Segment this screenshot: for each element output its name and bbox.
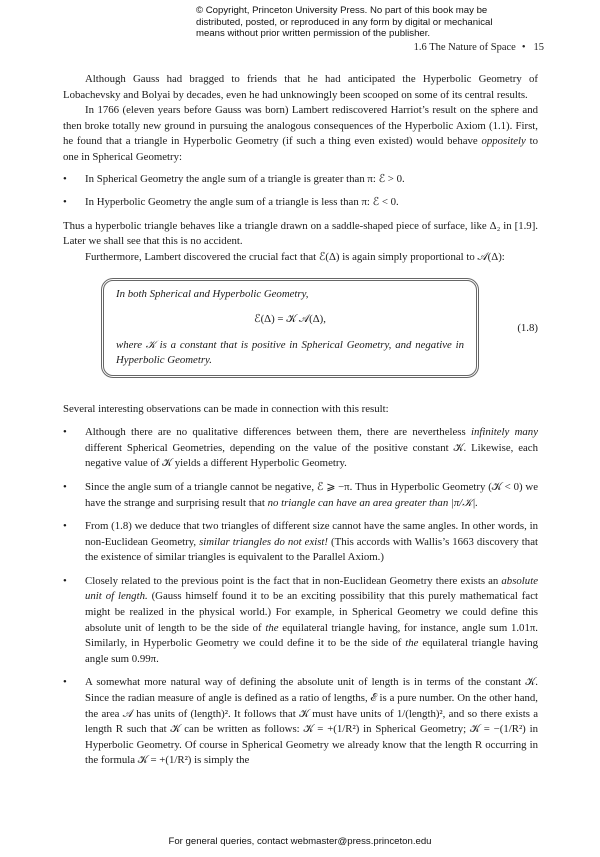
emphasis: infinitely many xyxy=(470,426,538,439)
emphasis: absolute unit of length. xyxy=(85,574,538,603)
list-item xyxy=(63,519,538,566)
list-item: • A somewhat more natural way of defining the absolute unit of length is in terms of the constant 𝒦. Since the radian measure of angle is defined as a ratio of lengths, ℰ is a pure number. On the other hand, the area 𝒜 has units of (length)². It follows that 𝒦 must have units of 1/(length)², and so there exists a length R such that 𝒦 can be written as follows: 𝒦 = +(1/R²) in Spherical Geometry; 𝒦 = −(1/R²) in Hyperbolic Geometry. Of course in Spherical Geometry we already know that the length R occurring in the formula 𝒦 = +(1/R²) is simply the xyxy=(63,675,538,769)
theorem-text: where 𝒦 is a constant that is positive in Spherical Geometry, and negative in Hyperbolic Geometry. xyxy=(116,338,464,367)
paragraph: Several interesting observations can be made in connection with this result: xyxy=(63,402,389,415)
bullet-separator: • xyxy=(521,42,526,53)
paragraph xyxy=(63,103,538,165)
equation-number: (1.8) xyxy=(517,321,538,334)
emphasis: oppositely xyxy=(481,135,526,148)
theorem-row xyxy=(63,278,538,388)
list-item xyxy=(63,574,538,668)
text-run: Closely related to the previous point is the fact that in non-Euclidean Geometry there exists an xyxy=(85,574,502,587)
theorem-formula: ℰ(Δ) = 𝒦 𝒜(Δ), xyxy=(254,313,326,326)
bullet-list xyxy=(63,172,538,211)
section-title: 1.6 The Nature of Space xyxy=(413,42,516,53)
text-run: (This accords with Wallis’s 1663 discovery that the existence of similar triangles is equivalent to the Parallel Axiom.) xyxy=(85,535,538,564)
theorem-text: In both Spherical and Hyperbolic Geometry, xyxy=(116,287,309,300)
text-run: Since the angle sum of a triangle cannot be negative, ℰ ⩾ −π. Thus in Hyperbolic Geometry (𝒦 < 0) we have the strange and surprising result that xyxy=(85,480,538,509)
emphasis: no triangle can have an area greater than |π/𝒦|. xyxy=(267,496,478,509)
copyright-line: means without prior written permission of the publisher. xyxy=(196,28,431,39)
list-item xyxy=(63,425,538,472)
copyright-notice xyxy=(196,5,496,40)
text-run: In 1766 (eleven years before Gauss was born) Lambert rediscovered Harriot’s result on the sphere and then broke totally new ground in pursuing the analogous consequences of the Hyperbolic Axiom (1.1). First, he found that a triangle in Hyperbolic Geometry (if such a thing even existed) would behave xyxy=(63,104,538,148)
list-item: • In Spherical Geometry the angle sum of a triangle is greater than π: ℰ > 0. xyxy=(63,172,538,188)
paragraph: Although Gauss had bragged to friends that he had anticipated the Hyperbolic Geometry of Lobachevsky and Bolyai by decades, even he had unknowingly been scooped on some of its central results. xyxy=(63,73,538,101)
running-head xyxy=(414,42,544,53)
bullet-list xyxy=(63,425,538,769)
text-run: different Spherical Geometries, depending on the value of the positive constant 𝒦. Likewise, each negative value of 𝒦 yields a different Hyperbolic Geometry. xyxy=(85,441,538,470)
emphasis: the xyxy=(265,621,279,634)
text-run: From (1.8) we deduce that two triangles of different size cannot have the same angles. In other words, in non-Euclidean Geometry, xyxy=(85,520,538,548)
list-item: • In Hyperbolic Geometry the angle sum of a triangle is less than π: ℰ < 0. xyxy=(63,195,538,211)
text-run: Although there are no qualitative differences between them, there are nevertheless xyxy=(85,426,471,439)
text-run: equilateral triangle having angle sum 0.99π. xyxy=(85,637,538,665)
theorem-box xyxy=(101,278,479,378)
copyright-line: © Copyright, Princeton University Press. No part of this book may be xyxy=(196,5,488,16)
text-run: equilateral triangle having, for instance, angle sum 1.01π. Similarly, in Hyperbolic Geometry we could define it to be the side of xyxy=(85,621,538,650)
text-run: to one in Spherical Geometry: xyxy=(63,135,538,163)
page-body xyxy=(63,72,538,777)
footer-contact: For general queries, contact webmaster@press.princeton.edu xyxy=(168,836,432,847)
page-number: 15 xyxy=(533,42,544,53)
emphasis: similar triangles do not exist! xyxy=(199,535,329,548)
text-run: (Gauss himself found it to be an exciting possibility that this purely mathematical fact might be realized in the physical world.) For example, in Spherical Geometry we could define this absolute unit of length to be the side of xyxy=(85,590,538,634)
paragraph: Furthermore, Lambert discovered the crucial fact that ℰ(Δ) is again simply proportional to 𝒜(Δ): xyxy=(85,250,505,263)
list-item xyxy=(63,480,538,511)
emphasis: the xyxy=(405,637,419,650)
copyright-line: distributed, posted, or reproduced in any form by digital or mechanical xyxy=(196,16,493,28)
paragraph: Thus a hyperbolic triangle behaves like a triangle drawn on a saddle-shaped piece of surface, like Δ₂ in [1.9]. Later we shall see that this is no accident. xyxy=(63,219,538,248)
